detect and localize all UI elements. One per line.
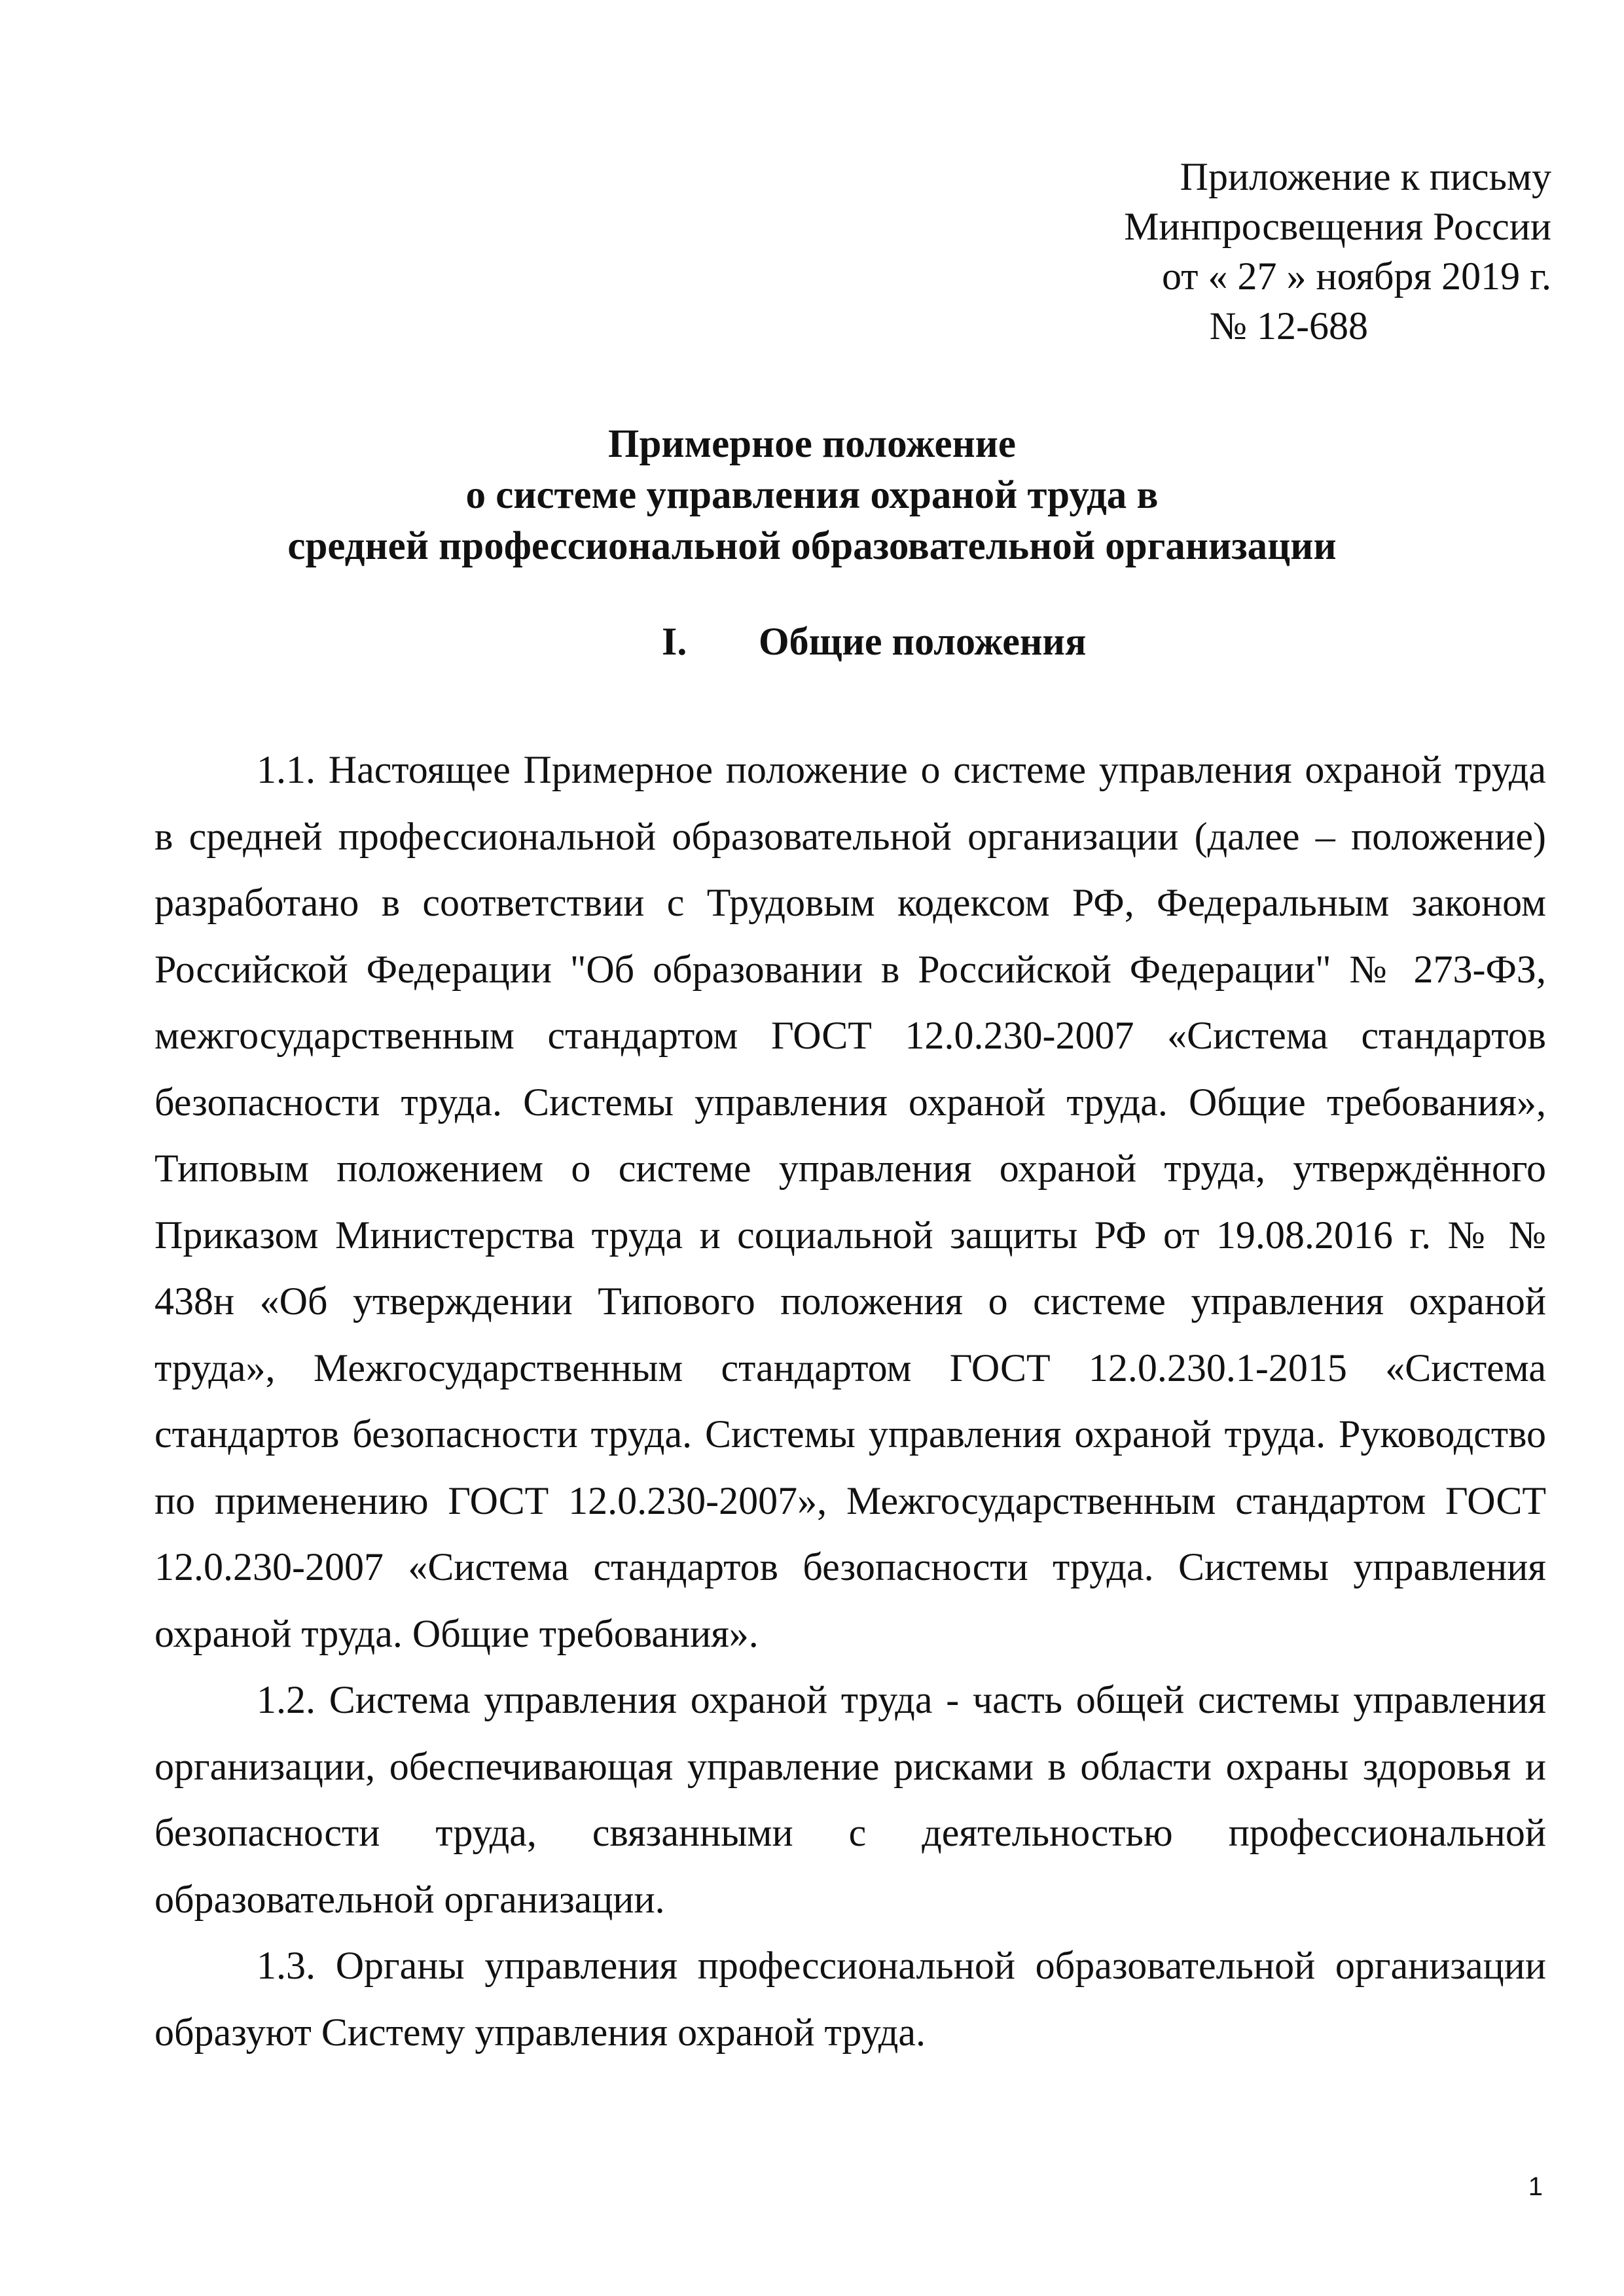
document-title [157, 419, 1467, 572]
page-number: 1 [1528, 2172, 1543, 2201]
letter-attachment-header [1080, 152, 1551, 351]
paragraph-1-2: 1.2. Система управления охраной труда - часть общей системы управления организации, обеспечивающая управление рисками в области охраны здоровья и безопасности труда, связанными с деятельностью профессиональной образовательной организации. [154, 1678, 1546, 1921]
section-number: I. [662, 620, 687, 663]
paragraph-1-1: 1.1. Настоящее Примерное положение о системе управления охраной труда в средней профессиональной образовательной организации (далее – положение) разработано в соответствии с Трудовым кодексом РФ, Федеральным законом Российской Федерации "Об образовании в Российской Федерации" № 273-ФЗ, межгосударственным стандартом ГОСТ 12.0.230-2007 «Система стандартов безопасности труда. Системы управления охраной труда. Общие требования», Типовым положением о системе управления охраной труда, утверждённого Приказом Министерства труда и социальной защиты РФ от 19.08.2016 г. № № 438н «Об утверждении Типового положения о системе управления охраной труда», Межгосударственным стандартом ГОСТ 12.0.230.1-2015 «Система стандартов безопасности труда. Системы управления охраной труда. Руководство по применению ГОСТ 12.0.230-2007», Межгосударственным стандартом ГОСТ 12.0.230-2007 «Система стандартов безопасности труда. Системы управления охраной труда. Общие требования». [154, 748, 1546, 1655]
letter-number: № 12-688 [1209, 304, 1368, 348]
section-title: Общие положения [759, 620, 1087, 663]
paragraph-1-3: 1.3. Органы управления профессиональной образовательной организации образуют Систему управления охраной труда. [154, 1944, 1546, 2054]
attachment-label: Приложение к письму [1180, 155, 1551, 198]
section-heading [662, 617, 1086, 666]
ministry-name: Минпросвещения России [1124, 205, 1551, 248]
title-line-2: о системе управления охраной труда в [465, 473, 1159, 517]
document-body [154, 737, 1546, 2066]
title-line-1: Примерное положение [608, 422, 1016, 466]
title-line-3: средней профессиональной образовательной организации [287, 524, 1337, 568]
letter-date: от « 27 » ноября 2019 г. [1162, 255, 1551, 298]
